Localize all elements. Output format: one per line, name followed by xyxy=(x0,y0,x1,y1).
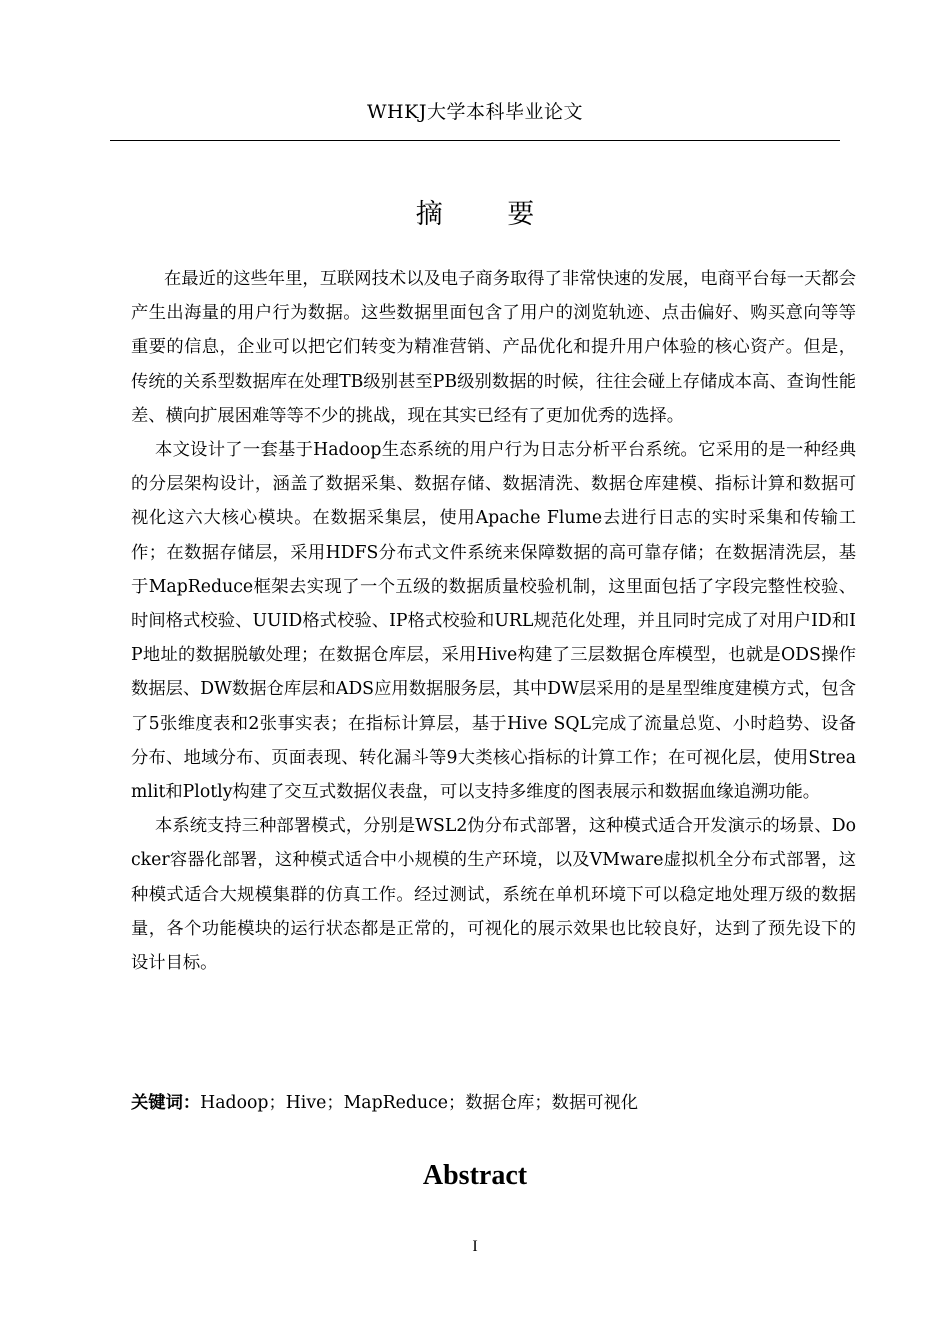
keywords-text: Hadoop；Hive；MapReduce；数据仓库；数据可视化 xyxy=(200,1093,639,1113)
abstract-paragraph: 本文设计了一套基于Hadoop生态系统的用户行为日志分析平台系统。它采用的是一种经典的分层架构设计，涵盖了数据采集、数据存储、数据清洗、数据仓库建模、指标计算和数据可视化这六大核心模块。在数据采集层，使用Apache Flume去进行日志的实时采集和传输工作；在数据存储层，采用HDFS分布式文件系统来保障数据的高可靠存储；在数据清洗层，基于MapReduce框架去实现了一个五级的数据质量校验机制，这里面包括了字段完整性校验、时间格式校验、UUID格式校验、IP格式校验和URL规范化处理，并且同时完成了对用户ID和IP地址的数据脱敏处理；在数据仓库层，采用Hive构建了三层数据仓库模型，也就是ODS操作数据层、DW数据仓库层和ADS应用数据服务层，其中DW层采用的是星型维度建模方式，包含了5张维度表和2张事实表；在指标计算层，基于Hive SQL完成了流量总览、小时趋势、设备分布、地域分布、页面表现、转化漏斗等9大类核心指标的计算工作；在可视化层，使用Streamlit和Plotly构建了交互式数据仪表盘，可以支持多维度的图表展示和数据血缘追溯功能。 xyxy=(131,440,856,803)
header-divider xyxy=(110,140,840,141)
keywords-label: 关键词： xyxy=(131,1093,201,1113)
keywords-line xyxy=(131,1087,856,1119)
abstract-paragraph: 本系统支持三种部署模式，分别是WSL2伪分布式部署，这种模式适合开发演示的场景、Docker容器化部署，这种模式适合中小规模的生产环境，以及VMware虚拟机全分布式部署，这种模式适合大规模集群的仿真工作。经过测试，系统在单机环境下可以稳定地处理万级的数据量，各个功能模块的运行状态都是正常的，可视化的展示效果也比较良好，达到了预先设下的设计目标。 xyxy=(131,816,856,974)
page-number: I xyxy=(472,1238,478,1255)
abstract-title: 摘 要 xyxy=(415,199,563,230)
abstract-body xyxy=(131,262,856,980)
english-abstract-title: Abstract xyxy=(422,1160,528,1191)
running-header: WHKJ大学本科毕业论文 xyxy=(367,101,583,123)
abstract-paragraph: 在最近的这些年里，互联网技术以及电子商务取得了非常快速的发展，电商平台每一天都会产生出海量的用户行为数据。这些数据里面包含了用户的浏览轨迹、点击偏好、购买意向等等重要的信息，企业可以把它们转变为精准营销、产品优化和提升用户体验的核心资产。但是，传统的关系型数据库在处理TB级别甚至PB级别数据的时候，往往会碰上存储成本高、查询性能差、横向扩展困难等等不少的挑战，现在其实已经有了更加优秀的选择。 xyxy=(131,269,856,426)
